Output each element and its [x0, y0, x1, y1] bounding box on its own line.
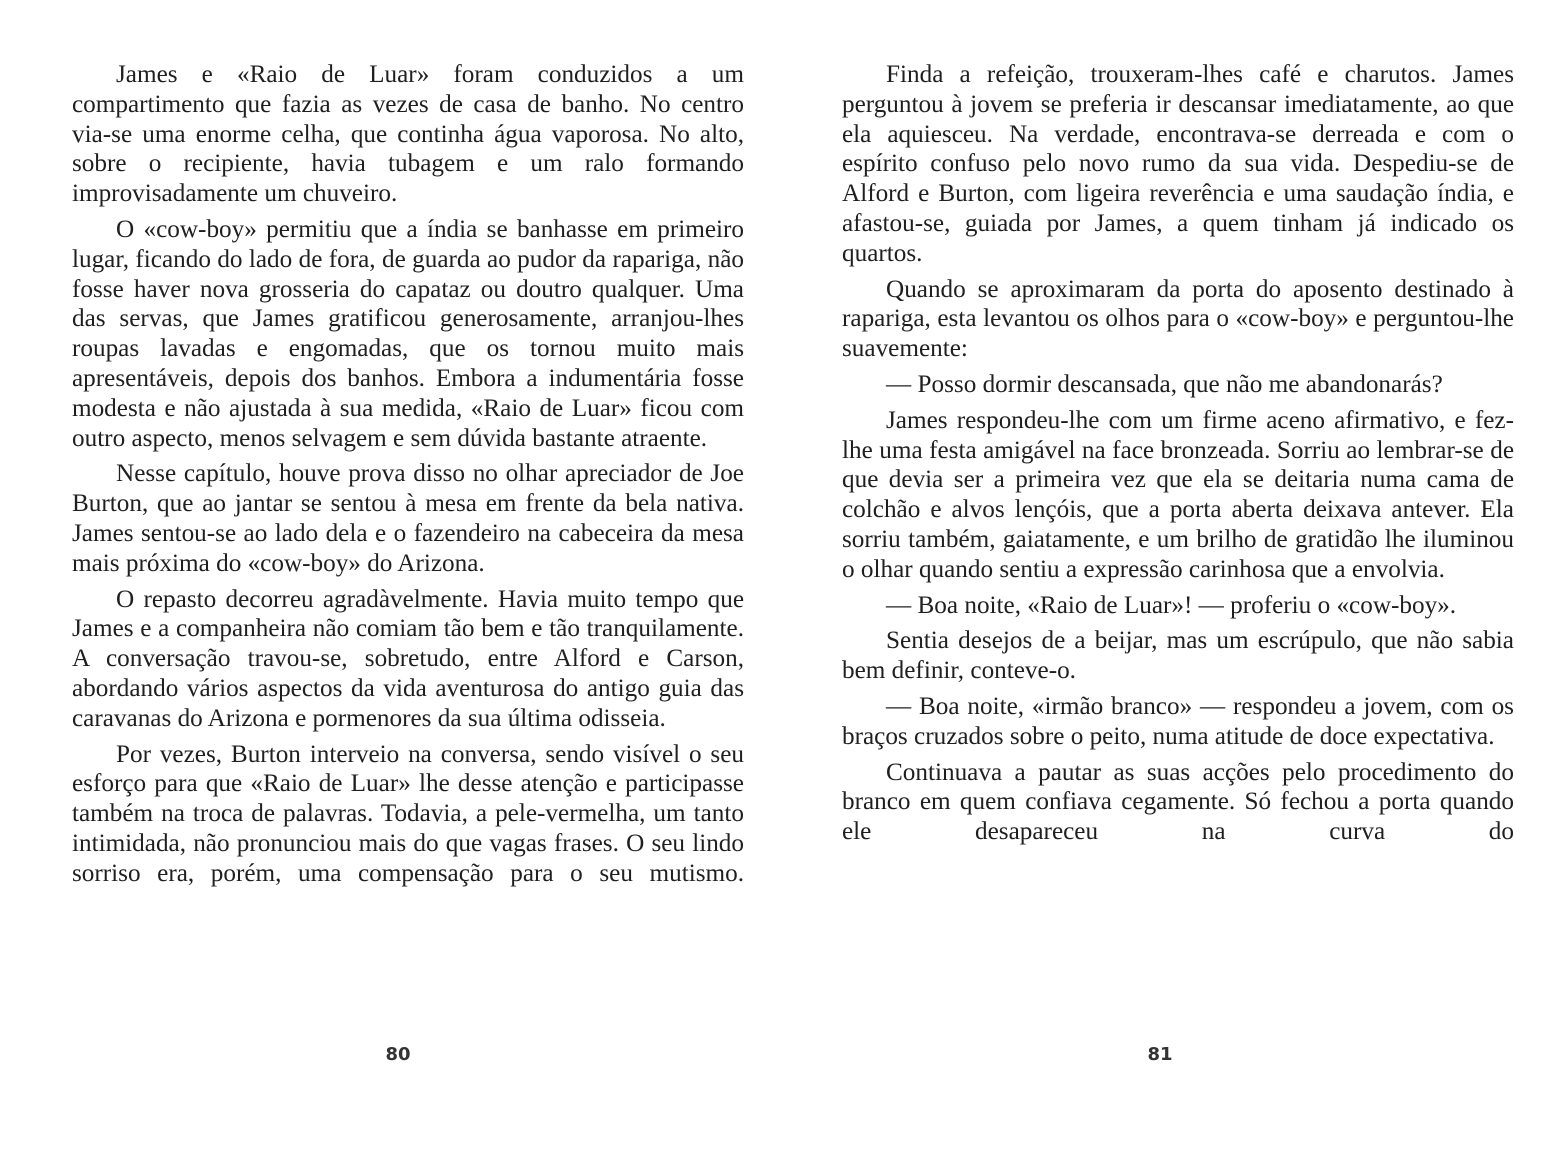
right-paragraph-8: Continuava a pautar as suas acções pelo procedimento do branco em quem confiava cegamente. Só fechou a porta quando ele desapareceu na curva do [842, 758, 1514, 846]
right-page-number: 81 [1147, 1044, 1173, 1065]
left-page [72, 60, 744, 895]
left-paragraph-3: Nesse capítulo, houve prova disso no olhar apreciador de Joe Burton, que ao jantar se sentou à mesa em frente da bela nativa. James sentou-se ao lado dela e o fazendeiro na cabeceira da mesa mais próxima do «cow-boy» do Arizona. [72, 460, 744, 577]
right-paragraph-5: — Boa noite, «Raio de Luar»! — proferiu o «cow-boy». [886, 591, 1457, 619]
left-paragraph-2: O «cow-boy» permitiu que a índia se banhasse em primeiro lugar, ficando do lado de fora, de guarda ao pudor da rapariga, não fosse haver nova grosseria do capataz ou doutro qualquer. Uma das servas, que James gratificou generosamente, arranjou-lhes roupas lavadas e engomadas, que os tornou muito mais apresentáveis, depois dos banhos. Embora a indumentária fosse modesta e não ajustada à sua medida, «Raio de Luar» ficou com outro aspecto, menos selvagem e sem dúvida bastante atraente. [72, 215, 744, 452]
left-paragraph-5: Por vezes, Burton interveio na conversa, sendo visível o seu esforço para que «Raio de Luar» lhe desse atenção e participasse também na troca de palavras. Todavia, a pele-vermelha, um tanto intimidada, não pronunciou mais do que vagas frases. O seu lindo sorriso era, porém, uma compensação para o seu mutismo. [72, 740, 744, 887]
right-paragraph-2: Quando se aproximaram da porta do aposento destinado à rapariga, esta levantou os olhos para o «cow-boy» e perguntou-lhe suavemente: [842, 275, 1514, 363]
left-paragraph-4: O repasto decorreu agradàvelmente. Havia muito tempo que James e a companheira não comiam tão bem e tão tranquilamente. A conversação travou-se, sobretudo, entre Alford e Carson, abordando vários aspectos da vida aventurosa do antigo guia das caravanas do Arizona e pormenores da sua última odisseia. [72, 585, 744, 732]
left-paragraph-1: James e «Raio de Luar» foram conduzidos a um compartimento que fazia as vezes de casa de banho. No centro via-se uma enorme celha, que continha água vaporosa. No alto, sobre o recipiente, havia tubagem e um ralo formando improvisadamente um chuveiro. [72, 61, 744, 208]
right-paragraph-3: — Posso dormir descansada, que não me abandonarás? [886, 370, 1443, 398]
right-paragraph-7: — Boa noite, «irmão branco» — respondeu a jovem, com os braços cruzados sobre o peito, numa atitude de doce expectativa. [842, 692, 1514, 750]
right-paragraph-4: James respondeu-lhe com um firme aceno afirmativo, e fez-lhe uma festa amigável na face bronzeada. Sorriu ao lembrar-se de que devia ser a primeira vez que ela se deitaria numa cama de colchão e alvos lençóis, que a porta aberta deixava antever. Ela sorriu também, gaiatamente, e um brilho de gratidão lhe iluminou o olhar quando sentiu a expressão carinhosa que a envolvia. [842, 406, 1514, 583]
right-paragraph-6: Sentia desejos de a beijar, mas um escrúpulo, que não sabia bem definir, conteve-o. [842, 627, 1514, 685]
right-paragraph-1: Finda a refeição, trouxeram-lhes café e charutos. James perguntou à jovem se preferia ir descansar imediatamente, ao que ela aquiesceu. Na verdade, encontrava-se derreada e com o espírito confuso pelo novo rumo da sua vida. Despediu-se de Alford e Burton, com ligeira reverência e uma saudação índia, e afastou-se, guiada por James, a quem tinham já indicado os quartos. [842, 61, 1514, 267]
right-page [842, 60, 1514, 853]
left-page-number: 80 [385, 1044, 411, 1065]
